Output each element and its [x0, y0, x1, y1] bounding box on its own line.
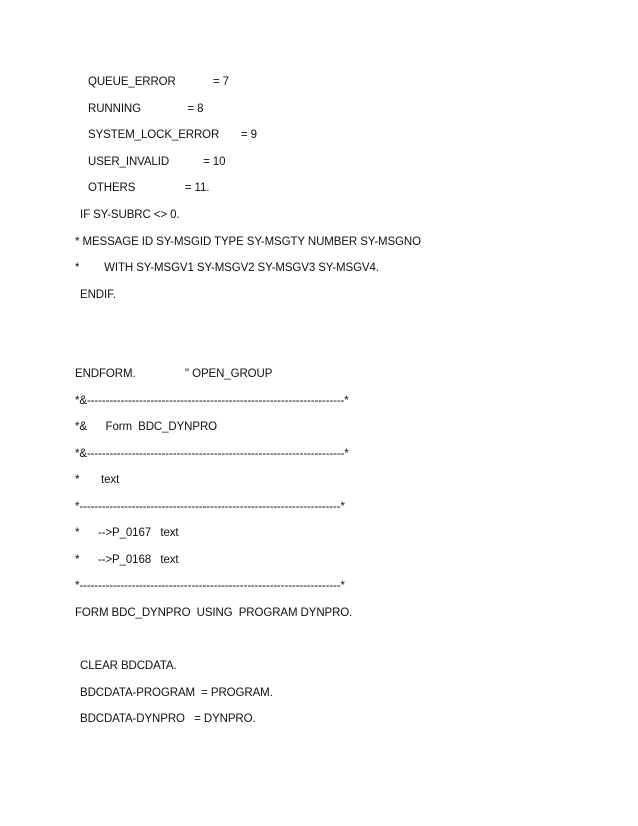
- code-comment-line: *&---------------------------------------------------------------------*: [75, 395, 349, 407]
- code-line: IF SY-SUBRC <> 0.: [80, 209, 180, 221]
- code-line: SYSTEM_LOCK_ERROR = 9: [88, 129, 257, 141]
- code-line: OTHERS = 11.: [88, 182, 210, 194]
- code-comment-line: * -->P_0167 text: [75, 527, 179, 539]
- code-line: USER_INVALID = 10: [88, 156, 226, 168]
- code-line: QUEUE_ERROR = 7: [88, 76, 229, 88]
- code-comment-line: *& Form BDC_DYNPRO: [75, 421, 218, 433]
- code-comment-line: * MESSAGE ID SY-MSGID TYPE SY-MSGTY NUMBER SY-MSGNO: [75, 236, 421, 248]
- code-comment-line: *----------------------------------------------------------------------*: [75, 580, 345, 592]
- code-comment-line: * -->P_0168 text: [75, 554, 179, 566]
- code-comment-line: *&---------------------------------------------------------------------*: [75, 448, 349, 460]
- code-line: ENDIF.: [80, 289, 116, 301]
- code-comment-line: *----------------------------------------------------------------------*: [75, 501, 345, 513]
- code-line: BDCDATA-PROGRAM = PROGRAM.: [80, 687, 273, 699]
- code-line: BDCDATA-DYNPRO = DYNPRO.: [80, 713, 256, 725]
- code-line: RUNNING = 8: [88, 103, 204, 115]
- code-line: ENDFORM. " OPEN_GROUP: [75, 368, 273, 380]
- code-line: CLEAR BDCDATA.: [80, 660, 177, 672]
- code-comment-line: * WITH SY-MSGV1 SY-MSGV2 SY-MSGV3 SY-MSGV4.: [75, 262, 379, 274]
- code-line: FORM BDC_DYNPRO USING PROGRAM DYNPRO.: [75, 607, 353, 619]
- code-comment-line: * text: [75, 474, 120, 486]
